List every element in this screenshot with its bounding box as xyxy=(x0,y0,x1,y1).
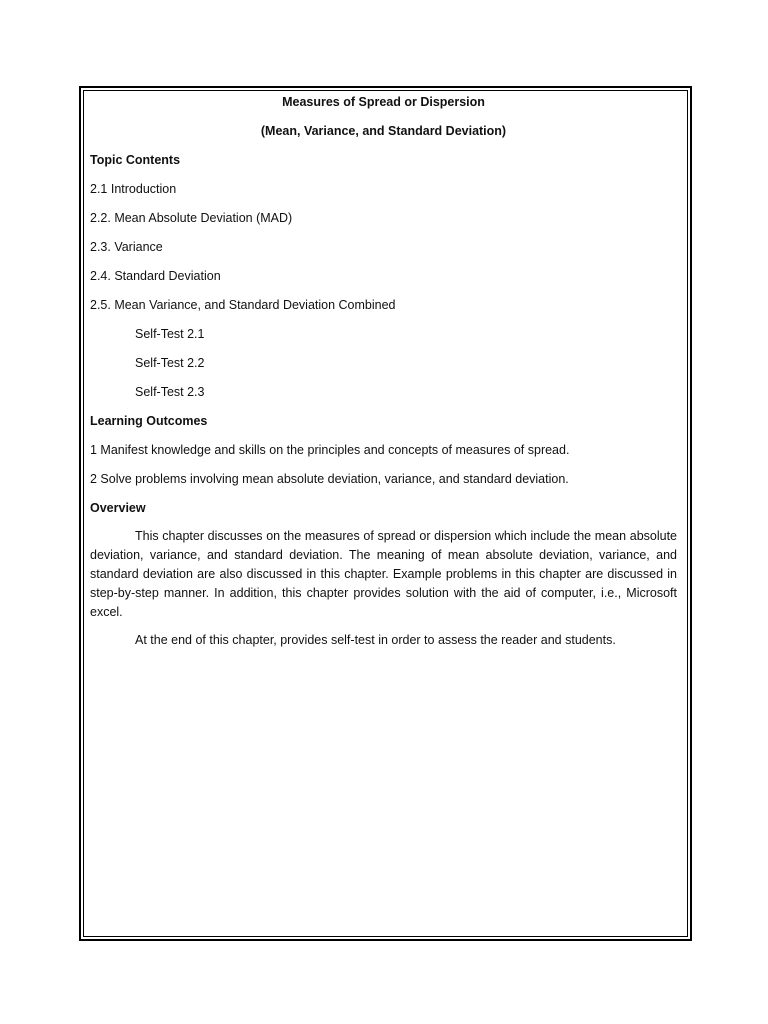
learning-outcome-item: 2 Solve problems involving mean absolute deviation, variance, and standard deviation. xyxy=(90,472,569,486)
document-body xyxy=(90,92,677,659)
topic-item: 2.1 Introduction xyxy=(90,182,177,196)
self-test-item: Self-Test 2.2 xyxy=(135,356,205,370)
self-test-item: Self-Test 2.1 xyxy=(135,327,205,341)
topic-item: 2.2. Mean Absolute Deviation (MAD) xyxy=(90,211,293,225)
learning-outcome-item: 1 Manifest knowledge and skills on the principles and concepts of measures of spread. xyxy=(90,443,570,457)
topic-item: 2.5. Mean Variance, and Standard Deviation Combined xyxy=(90,298,396,312)
topic-contents-heading: Topic Contents xyxy=(90,153,181,167)
overview-heading: Overview xyxy=(90,501,146,515)
topic-item: 2.4. Standard Deviation xyxy=(90,269,221,283)
topic-item: 2.3. Variance xyxy=(90,240,163,254)
overview-paragraph: This chapter discusses on the measures of spread or dispersion which include the mean absolute deviation, variance, and standard deviation. The meaning of mean absolute deviation, variance, and standard deviation are also discussed in this chapter. Example problems in this chapter are discussed in step-by-step manner. In addition, this chapter provides solution with the aid of computer, i.e., Microsoft excel. xyxy=(90,529,677,619)
self-test-item: Self-Test 2.3 xyxy=(135,385,205,399)
document-title: Measures of Spread or Dispersion xyxy=(282,95,485,109)
learning-outcomes-heading: Learning Outcomes xyxy=(90,414,208,428)
document-subtitle: (Mean, Variance, and Standard Deviation) xyxy=(260,124,507,138)
overview-paragraph: At the end of this chapter, provides self-test in order to assess the reader and students. xyxy=(135,633,616,647)
